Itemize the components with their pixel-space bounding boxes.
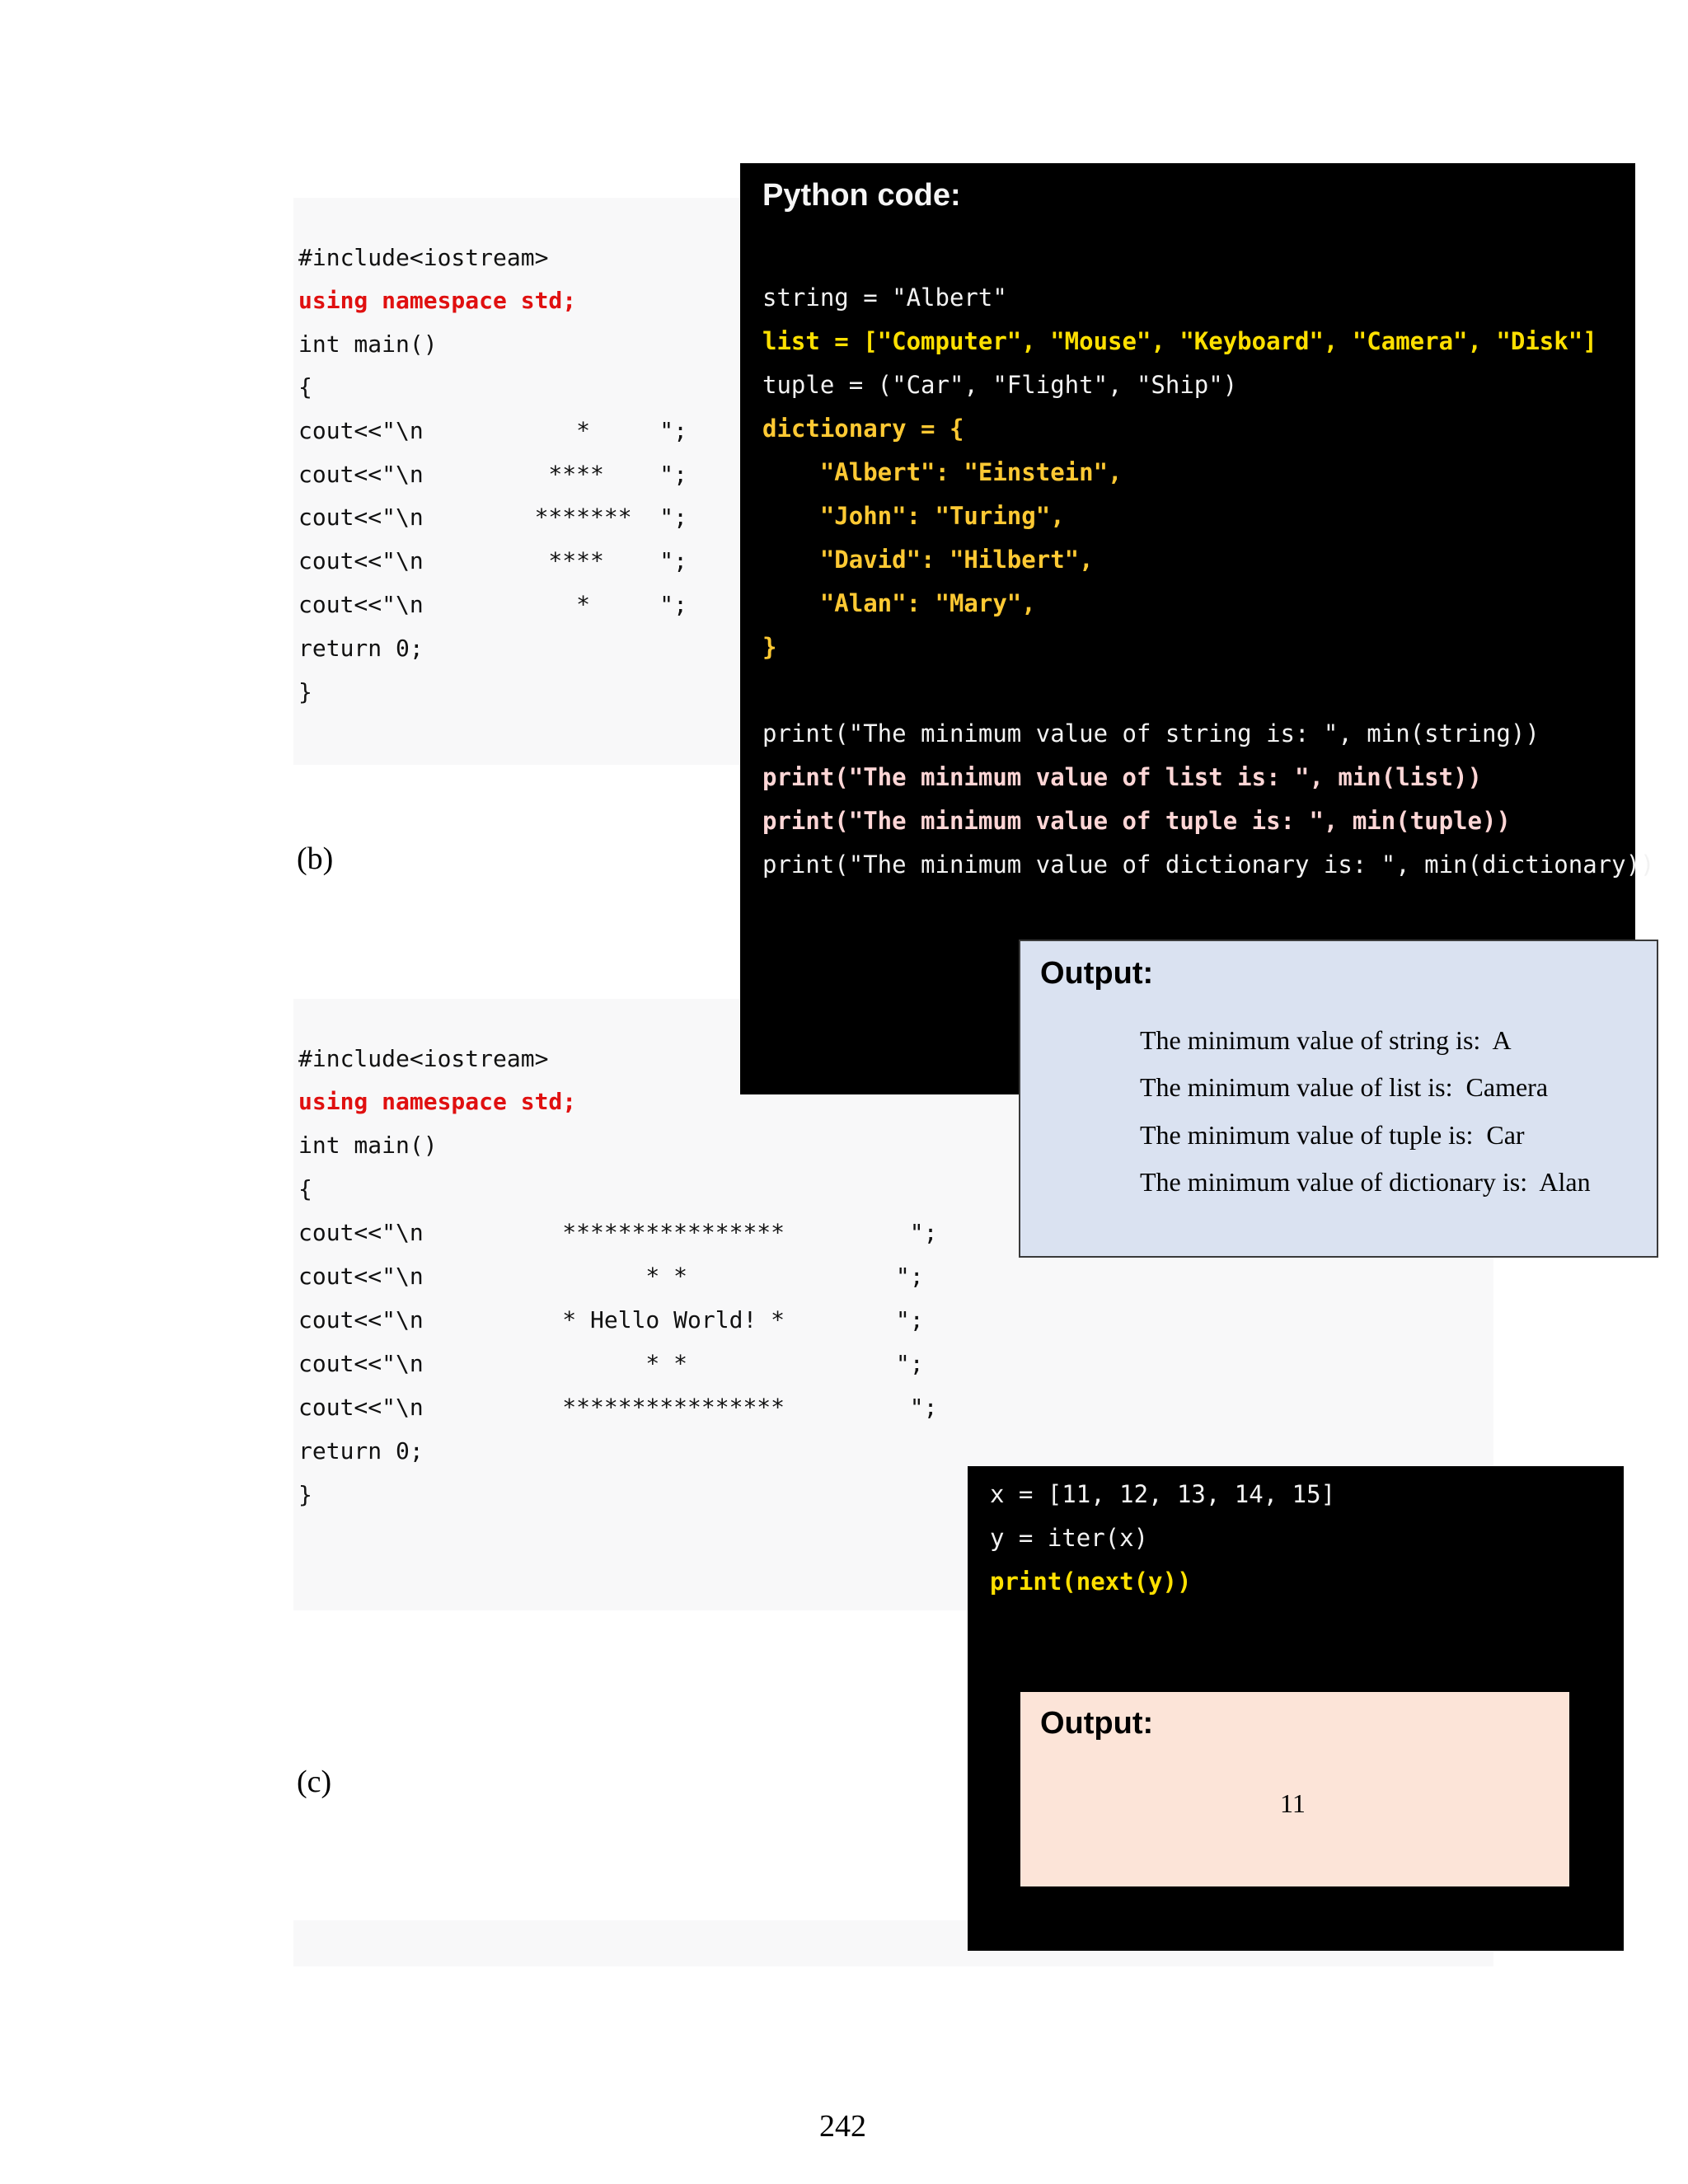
- output-line-b: The minimum value of tuple is: Car: [1140, 1120, 1525, 1150]
- python-line: }: [762, 633, 777, 661]
- python-line: string = "Albert": [762, 284, 1007, 312]
- cpp-cout-line-c: cout<<"\n * Hello World! * ";: [298, 1306, 924, 1333]
- output-value-c: 11: [1280, 1788, 1306, 1818]
- cpp-open-brace-b: {: [298, 373, 312, 401]
- cpp-main-b: int main(): [298, 330, 438, 358]
- output-title-c: Output:: [1040, 1706, 1154, 1741]
- cpp-cout-line-b: cout<<"\n * ";: [298, 417, 688, 444]
- cpp-cout-line-b: cout<<"\n **** ";: [298, 547, 688, 574]
- python-line-c: x = [11, 12, 13, 14, 15]: [990, 1480, 1336, 1508]
- python-line: print("The minimum value of tuple is: ", min(tuple)): [762, 807, 1511, 835]
- cpp-open-brace-c: {: [298, 1175, 312, 1202]
- cpp-close-brace-b: }: [298, 678, 312, 705]
- python-line-c: y = iter(x): [990, 1524, 1149, 1552]
- python-line: "Albert": "Einstein",: [762, 458, 1123, 486]
- cpp-cout-line-b: cout<<"\n ******* ";: [298, 504, 688, 531]
- cpp-cout-line-b: cout<<"\n **** ";: [298, 461, 688, 488]
- python-line: "David": "Hilbert",: [762, 546, 1094, 574]
- python-line: print("The minimum value of dictionary is: ", min(dictionary)): [762, 851, 1655, 879]
- python-line: tuple = ("Car", "Flight", "Ship"): [762, 371, 1238, 399]
- cpp-using-b: using namespace std;: [298, 287, 577, 314]
- python-line: "John": "Turing",: [762, 502, 1065, 530]
- cpp-cout-line-b: cout<<"\n * ";: [298, 591, 688, 618]
- python-line: "Alan": "Mary",: [762, 589, 1036, 617]
- output-line-b: The minimum value of string is: A: [1140, 1025, 1512, 1055]
- output-title-b: Output:: [1040, 956, 1154, 991]
- python-line: list = ["Computer", "Mouse", "Keyboard", "Camera", "Disk"]: [762, 327, 1597, 355]
- cpp-cout-line-c: cout<<"\n * * ";: [298, 1263, 924, 1290]
- cpp-cout-line-c: cout<<"\n **************** ";: [298, 1394, 938, 1421]
- output-line-b: The minimum value of list is: Camera: [1140, 1072, 1549, 1102]
- python-line: print("The minimum value of list is: ", min(list)): [762, 763, 1482, 791]
- cpp-return-b: return 0;: [298, 635, 424, 662]
- figure-label-b: (b): [297, 841, 334, 876]
- cpp-cout-line-c: cout<<"\n **************** ";: [298, 1219, 938, 1246]
- page-number: 242: [819, 2109, 866, 2144]
- python-line: print("The minimum value of string is: ", min(string)): [762, 719, 1540, 748]
- cpp-cout-line-c: cout<<"\n * * ";: [298, 1350, 924, 1377]
- figure-label-c: (c): [297, 1765, 332, 1799]
- python-code-title: Python code:: [762, 178, 961, 213]
- python-line-c: print(next(y)): [990, 1568, 1192, 1596]
- output-line-b: The minimum value of dictionary is: Alan: [1140, 1167, 1591, 1197]
- cpp-include-c: #include<iostream>: [298, 1045, 549, 1072]
- cpp-close-brace-c: }: [298, 1481, 312, 1508]
- cpp-using-c: using namespace std;: [298, 1088, 577, 1115]
- cpp-main-c: int main(): [298, 1132, 438, 1159]
- python-line: dictionary = {: [762, 415, 964, 443]
- cpp-include-b: #include<iostream>: [298, 244, 549, 271]
- cpp-return-c: return 0;: [298, 1437, 424, 1465]
